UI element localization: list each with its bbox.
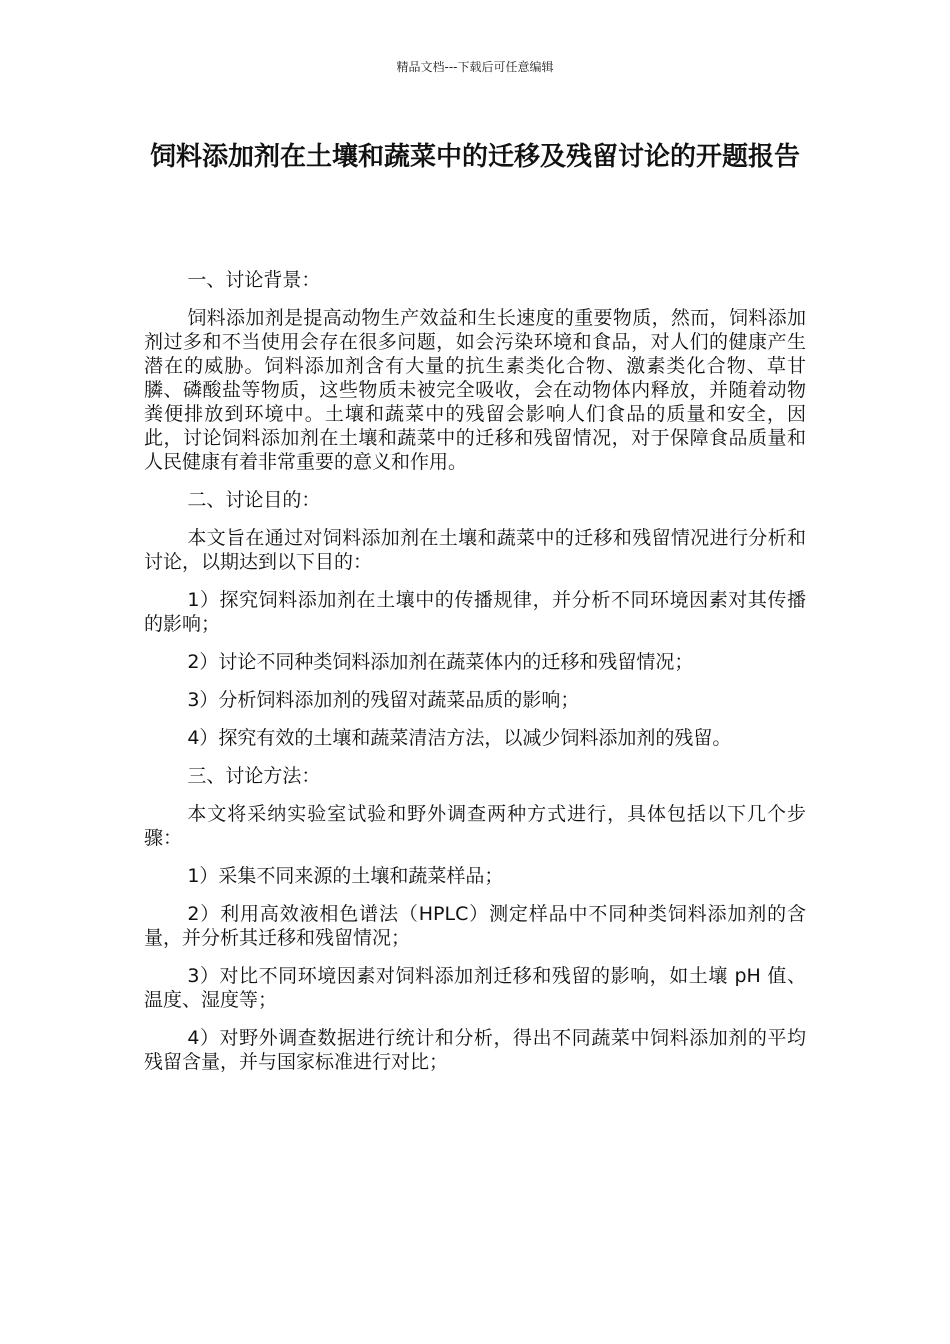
document-body [144, 268, 806, 1088]
paragraph-purpose-intro: 本文旨在通过对饲料添加剂在土壤和蔬菜中的迁移和残留情况进行分析和讨论，以期达到以下目的： [144, 527, 806, 573]
header-note: 精品文档---下载后可任意编辑 [396, 60, 554, 74]
purpose-item-2: 2）讨论不同种类饲料添加剂在蔬菜体内的迁移和残留情况； [187, 651, 694, 673]
method-item-3: 3）对比不同环境因素对饲料添加剂迁移和残留的影响，如土壤 pH 值、温度、湿度等； [144, 965, 806, 1011]
method-item-1: 1）采集不同来源的土壤和蔬菜样品； [187, 865, 504, 887]
section-heading-purpose: 二、讨论目的： [187, 489, 321, 511]
section-heading-background: 一、讨论背景： [187, 269, 321, 291]
purpose-item-3: 3）分析饲料添加剂的残留对蔬菜品质的影响； [187, 689, 580, 711]
paragraph-method-intro: 本文将采纳实验室试验和野外调查两种方式进行，具体包括以下几个步骤： [144, 803, 806, 849]
method-item-4: 4）对野外调查数据进行统计和分析，得出不同蔬菜中饲料添加剂的平均残留含量，并与国家标准进行对比； [144, 1027, 806, 1073]
paragraph-background: 饲料添加剂是提高动物生产效益和生长速度的重要物质，然而，饲料添加剂过多和不当使用会存在很多问题，如会污染环境和食品，对人们的健康产生潜在的威胁。饲料添加剂含有大量的抗生素类化合物、激素类化合物、草甘膦、磷酸盐等物质，这些物质未被完全吸收，会在动物体内释放，并随着动物粪便排放到环境中。土壤和蔬菜中的残留会影响人们食品的质量和安全，因此，讨论饲料添加剂在土壤和蔬菜中的迁移和残留情况，对于保障食品质量和人民健康有着非常重要的意义和作用。 [144, 307, 806, 473]
section-heading-method: 三、讨论方法： [187, 765, 321, 787]
purpose-item-1: 1）探究饲料添加剂在土壤中的传播规律，并分析不同环境因素对其传播的影响； [144, 589, 806, 635]
purpose-item-4: 4）探究有效的土壤和蔬菜清洁方法，以减少饲料添加剂的残留。 [187, 727, 732, 749]
method-item-2: 2）利用高效液相色谱法（HPLC）测定样品中不同种类饲料添加剂的含量，并分析其迁移和残留情况； [144, 903, 806, 949]
document-title: 饲料添加剂在土壤和蔬菜中的迁移及残留讨论的开题报告 [149, 142, 800, 172]
